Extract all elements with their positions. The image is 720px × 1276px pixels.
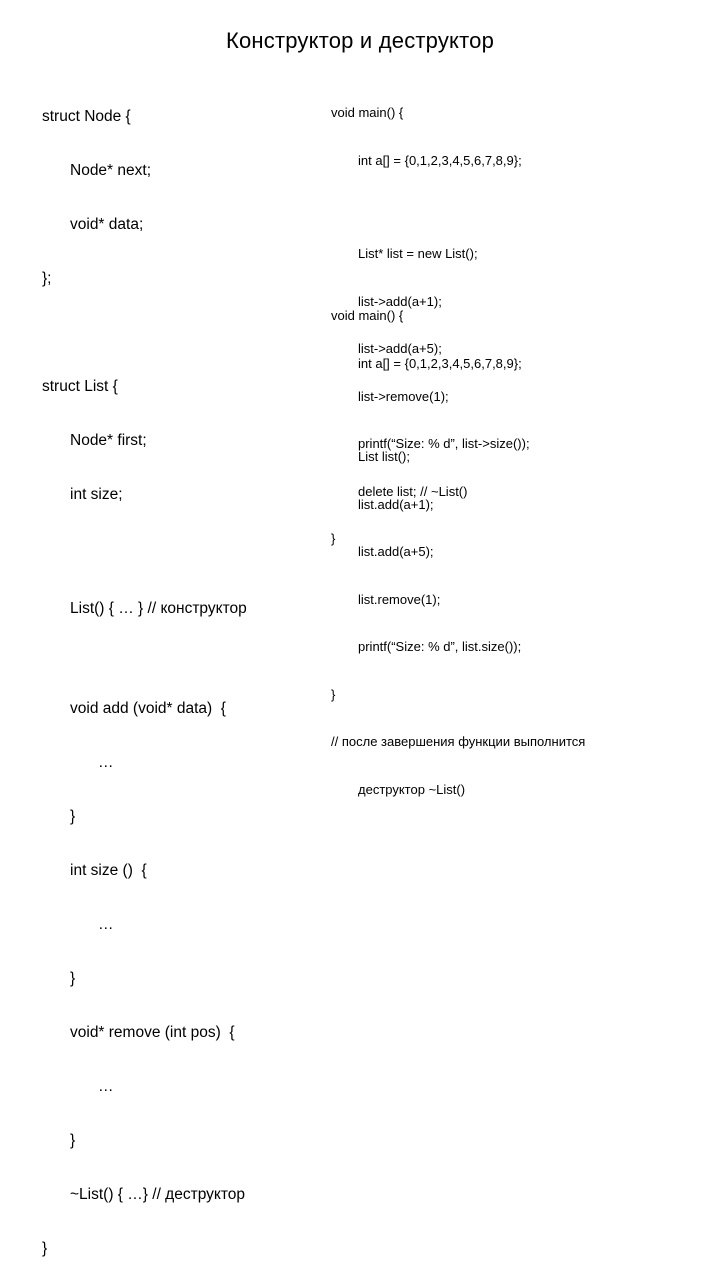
code-line: void main() {: [331, 308, 404, 323]
code-line: list.add(a+1);: [358, 496, 434, 512]
code-line: void* remove (int pos) {: [70, 1024, 235, 1041]
code-line: List list();: [358, 449, 410, 464]
code-line: struct List {: [42, 378, 118, 395]
comment-line: // после завершения функции выполнится: [331, 734, 586, 749]
code-line: Node* next;: [70, 162, 151, 179]
code-line: void add (void* data) {: [70, 700, 226, 717]
code-line: list->add(a+1);: [358, 293, 442, 309]
code-line: int size;: [70, 486, 123, 503]
structs-code-block: [42, 72, 247, 1276]
code-line: Node* first;: [70, 432, 147, 449]
code-line: delete list; // ~List(): [358, 483, 468, 499]
slide-title: Конструктор и деструктор: [225, 28, 495, 53]
code-line: …: [98, 916, 114, 933]
comment-line: деструктор ~List(): [358, 781, 466, 797]
code-line: printf(“Size: % d”, list.size());: [358, 639, 522, 654]
code-line: struct Node {: [42, 108, 131, 125]
code-line: }: [70, 970, 76, 987]
code-line: int size () {: [70, 862, 147, 879]
code-line: };: [42, 270, 52, 287]
code-line: }: [42, 1240, 48, 1257]
code-line: void main() {: [331, 105, 404, 120]
code-line: }: [70, 808, 76, 825]
code-line: list.add(a+5);: [358, 544, 434, 559]
code-line: void* data;: [70, 216, 144, 233]
main-stack-code-block: [331, 277, 585, 813]
code-line: list->remove(1);: [358, 388, 449, 404]
code-line: }: [331, 531, 336, 546]
code-line: int a[] = {0,1,2,3,4,5,6,7,8,9};: [358, 355, 522, 371]
code-line: …: [98, 754, 114, 771]
code-line: printf(“Size: % d”, list->size());: [358, 436, 530, 451]
constructor-line: List() { … } // конструктор: [70, 600, 247, 617]
code-line: list.remove(1);: [358, 591, 441, 607]
code-line: }: [331, 686, 336, 702]
code-line: list->add(a+5);: [358, 341, 442, 356]
destructor-line: ~List() { …} // деструктор: [70, 1186, 246, 1203]
code-line: List* list = new List();: [358, 246, 478, 261]
code-line: }: [70, 1132, 76, 1149]
code-line: int a[] = {0,1,2,3,4,5,6,7,8,9};: [358, 152, 522, 168]
code-line: …: [98, 1078, 114, 1095]
